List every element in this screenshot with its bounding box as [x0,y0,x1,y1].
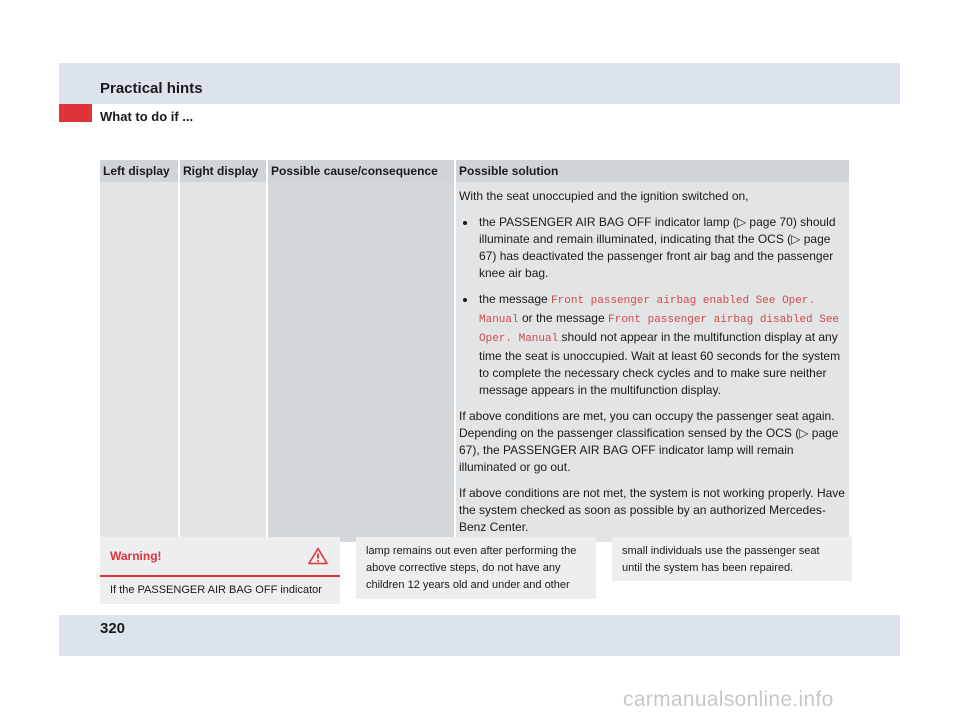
paragraph-text: If above conditions are met, you can occupy the passenger seat again. Depending on the passenger classification sensed by the OCS ( [459,409,835,440]
warning-text: If the PASSENGER AIR BAG OFF indicator [110,584,322,596]
display-message-airbag-disabled: Front passenger airbag disabled See Oper. Manual [479,314,840,345]
column-header-left-display: Left display [100,160,178,182]
display-message-airbag-enabled: Front passenger airbag enabled See Oper. Manual [479,295,816,326]
solution-paragraph-conditions-not-met: If above conditions are not met, the system is not working properly. Have the system checked as soon as possible by an authorized Mercedes-Benz Center. [459,486,845,534]
page-reference-icon: ▷ [736,215,750,229]
troubleshooting-table [98,160,851,542]
bullet-text: ) should illuminate and remain illuminated, indicating that the OCS ( [479,215,836,246]
paragraph-text: ), the PASSENGER AIR BAG OFF indicator lamp will remain illuminated or go out. [459,443,794,474]
possible-solution-cell [456,182,849,542]
page-reference-icon: ▷ [799,426,812,440]
column-header-possible-solution: Possible solution [456,160,849,182]
bullet-text: should not appear in the multifunction display at any time the seat is unoccupied. Wait at least 60 seconds for the system to complete the necessary check cycles and to make sure neither message appears in the multifunction display. [479,330,841,397]
warning-continued-box: lamp remains out even after performing the above corrective steps, do not have any children 12 years old and under and other [356,537,596,599]
solution-bullet-indicator-lamp [459,214,846,282]
watermark: carmanualsonline.info [623,688,834,711]
section-title: Practical hints [100,80,203,97]
left-display-cell [100,182,178,542]
solution-bullet-display-message [459,291,846,399]
possible-cause-cell [268,182,454,542]
warning-title: Warning! [110,549,162,563]
page-number: 320 [100,620,126,637]
bullet-text: the PASSENGER AIR BAG OFF indicator lamp ( [479,215,737,229]
solution-intro: With the seat unoccupied and the ignition switched on, [459,189,749,203]
table-header-row [100,160,849,182]
bullet-text: ) has deactivated the passenger front air bag and the passenger knee air bag. [479,249,834,280]
bullet-text: or the message [518,311,608,325]
warning-continued-box-end: small individuals use the passenger seat until the system has been repaired. [612,537,852,581]
solution-paragraph-conditions-met [459,408,846,476]
warning-triangle-icon [308,547,328,565]
column-header-right-display: Right display [180,160,266,182]
table-row [100,182,849,542]
page-subtitle: What to do if ... [100,109,194,124]
page-reference: page 67 [479,232,831,263]
column-header-possible-cause: Possible cause/consequence [268,160,454,182]
page-reference-icon: ▷ [791,232,804,246]
warning-box [100,537,340,604]
bullet-text: the message [479,292,552,306]
footer-band [59,615,900,656]
page-reference: page 67 [459,426,839,457]
page-reference: page 70 [749,215,793,229]
warning-header [100,537,340,577]
section-marker [59,104,92,122]
right-display-cell [180,182,266,542]
